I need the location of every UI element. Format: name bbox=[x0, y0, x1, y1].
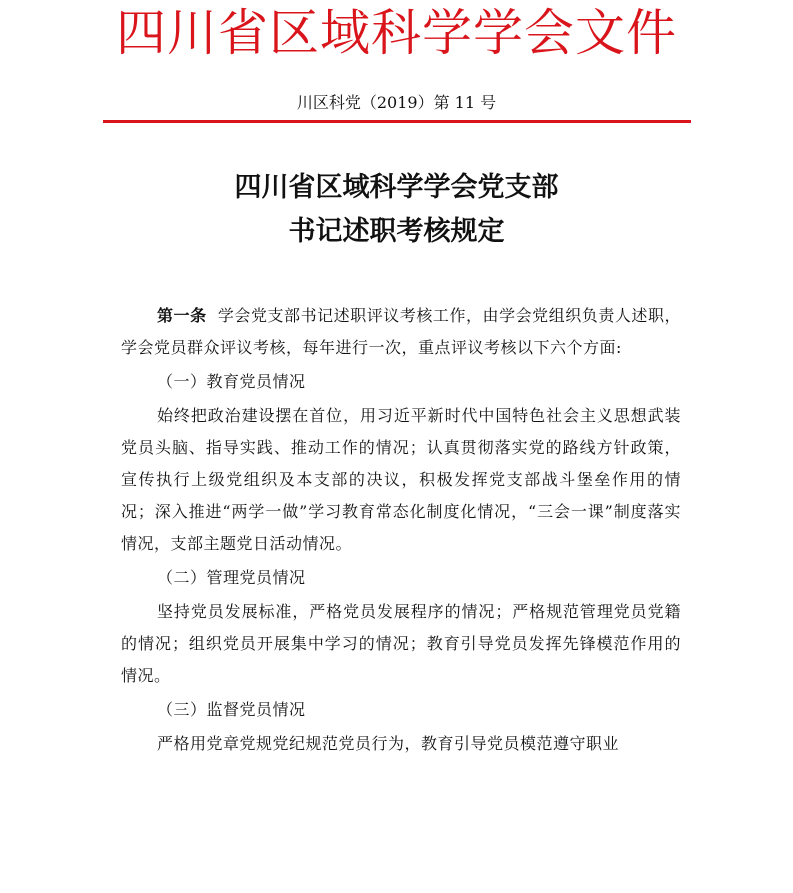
article-1-text: 学会党支部书记述职评议考核工作，由学会党组织负责人述职，学会党员群众评议考核，每年进行一次，重点评议考核以下六个方面: bbox=[121, 306, 681, 357]
section-2-heading: （二）管理党员情况 bbox=[157, 568, 306, 587]
document-body bbox=[121, 300, 681, 760]
section-3-heading: （三）监督党员情况 bbox=[157, 700, 306, 719]
section-3-text: 严格用党章党规党纪规范党员行为，教育引导党员模范遵守职业 bbox=[157, 734, 620, 753]
section-1-text: 始终把政治建设摆在首位，用习近平新时代中国特色社会主义思想武装党员头脑、指导实践、推动工作的情况；认真贯彻落实党的路线方针政策，宣传执行上级党组织及本支部的决议，积极发挥党支部战斗堡垒作用的情况；深入推进“两学一做”学习教育常态化制度化情况，“三会一课”制度落实情况，支部主题党日活动情况。 bbox=[121, 406, 681, 553]
article-1-label: 第一条 bbox=[157, 306, 207, 325]
article-1 bbox=[121, 300, 681, 364]
section-1-heading: （一）教育党员情况 bbox=[157, 372, 306, 391]
document-title-line1: 四川省区域科学学会党支部 bbox=[234, 172, 559, 203]
masthead: 四川省区域科学学会文件 bbox=[116, 4, 677, 62]
document-title-line2: 书记述职考核规定 bbox=[288, 216, 505, 247]
red-divider bbox=[103, 120, 691, 123]
document-number: 川区科党（2019）第 11 号 bbox=[296, 93, 497, 112]
section-2-text: 坚持党员发展标准，严格党员发展程序的情况；严格规范管理党员党籍的情况；组织党员开展集中学习的情况；教育引导党员发挥先锋模范作用的情况。 bbox=[121, 602, 681, 685]
